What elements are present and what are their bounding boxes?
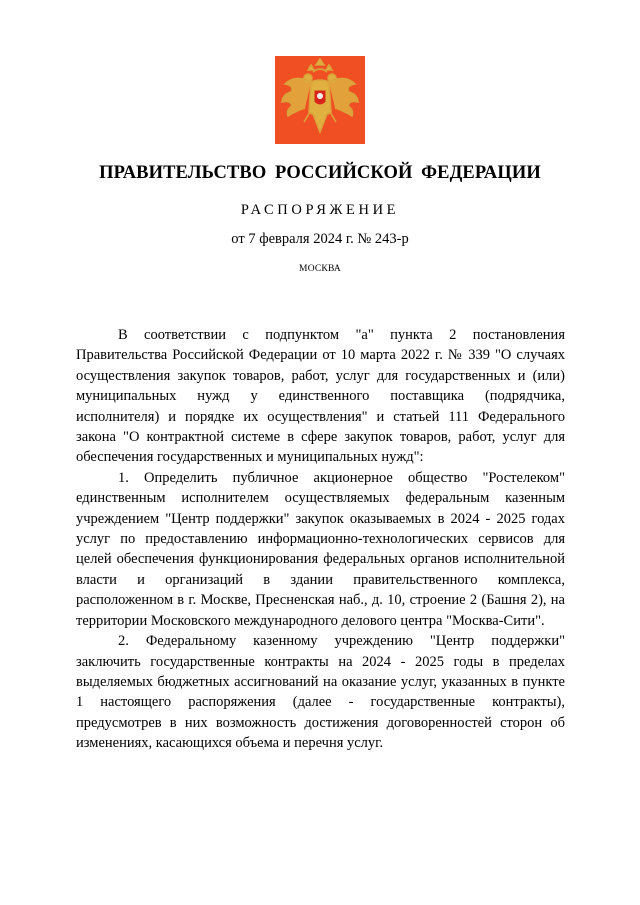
- document-city: МОСКВА: [299, 264, 341, 274]
- body-paragraph-item-2: 2. Федеральному казенному учреждению "Центр поддержки" заключить государственные контракты на 2024 - 2025 годы в пределах выделяемых бюджетных ассигнований на оказание услуг, указанных в пункте 1 настоящего распоряжения (далее - государственные контракты), предусмотрев в них возможность достижения договоренностей сторон об изменениях, касающихся объема и перечня услуг.: [76, 633, 565, 752]
- body-paragraph-preamble: В соответствии с подпунктом "а" пункта 2 постановления Правительства Российской Федерации от 10 марта 2022 г. № 339 "О случаях осуществления закупок товаров, работ, услуг для государственных и (или) муниципальных нужд у единственного поставщика (подрядчика, исполнителя) и порядке их осуществления" и статьей 111 Федерального закона "О контрактной системе в сфере закупок товаров, работ, услуг для обеспечения государственных и муниципальных нужд":: [76, 327, 565, 466]
- document-body: [76, 325, 565, 754]
- document-type: РАСПОРЯЖЕНИЕ: [240, 202, 400, 218]
- document-date-number: от 7 февраля 2024 г. № 243-р: [231, 231, 409, 247]
- page-title: ПРАВИТЕЛЬСТВО РОССИЙСКОЙ ФЕДЕРАЦИИ: [99, 163, 541, 183]
- body-paragraph-item-1: 1. Определить публичное акционерное общество "Ростелеком" единственным исполнителем осуществляемых федеральным казенным учреждением "Центр поддержки" закупок оказываемых в 2024 - 2025 годах услуг по предоставлению информационно-технологических сервисов для целей обеспечения функционирования федеральных органов исполнительной власти и организаций в здании правительственного комплекса, расположенном в г. Москве, Пресненская наб., д. 10, строение 2 (Башня 2), на территории Московского международного делового центра "Москва-Сити".: [76, 469, 565, 629]
- coat-of-arms-icon: [275, 56, 365, 144]
